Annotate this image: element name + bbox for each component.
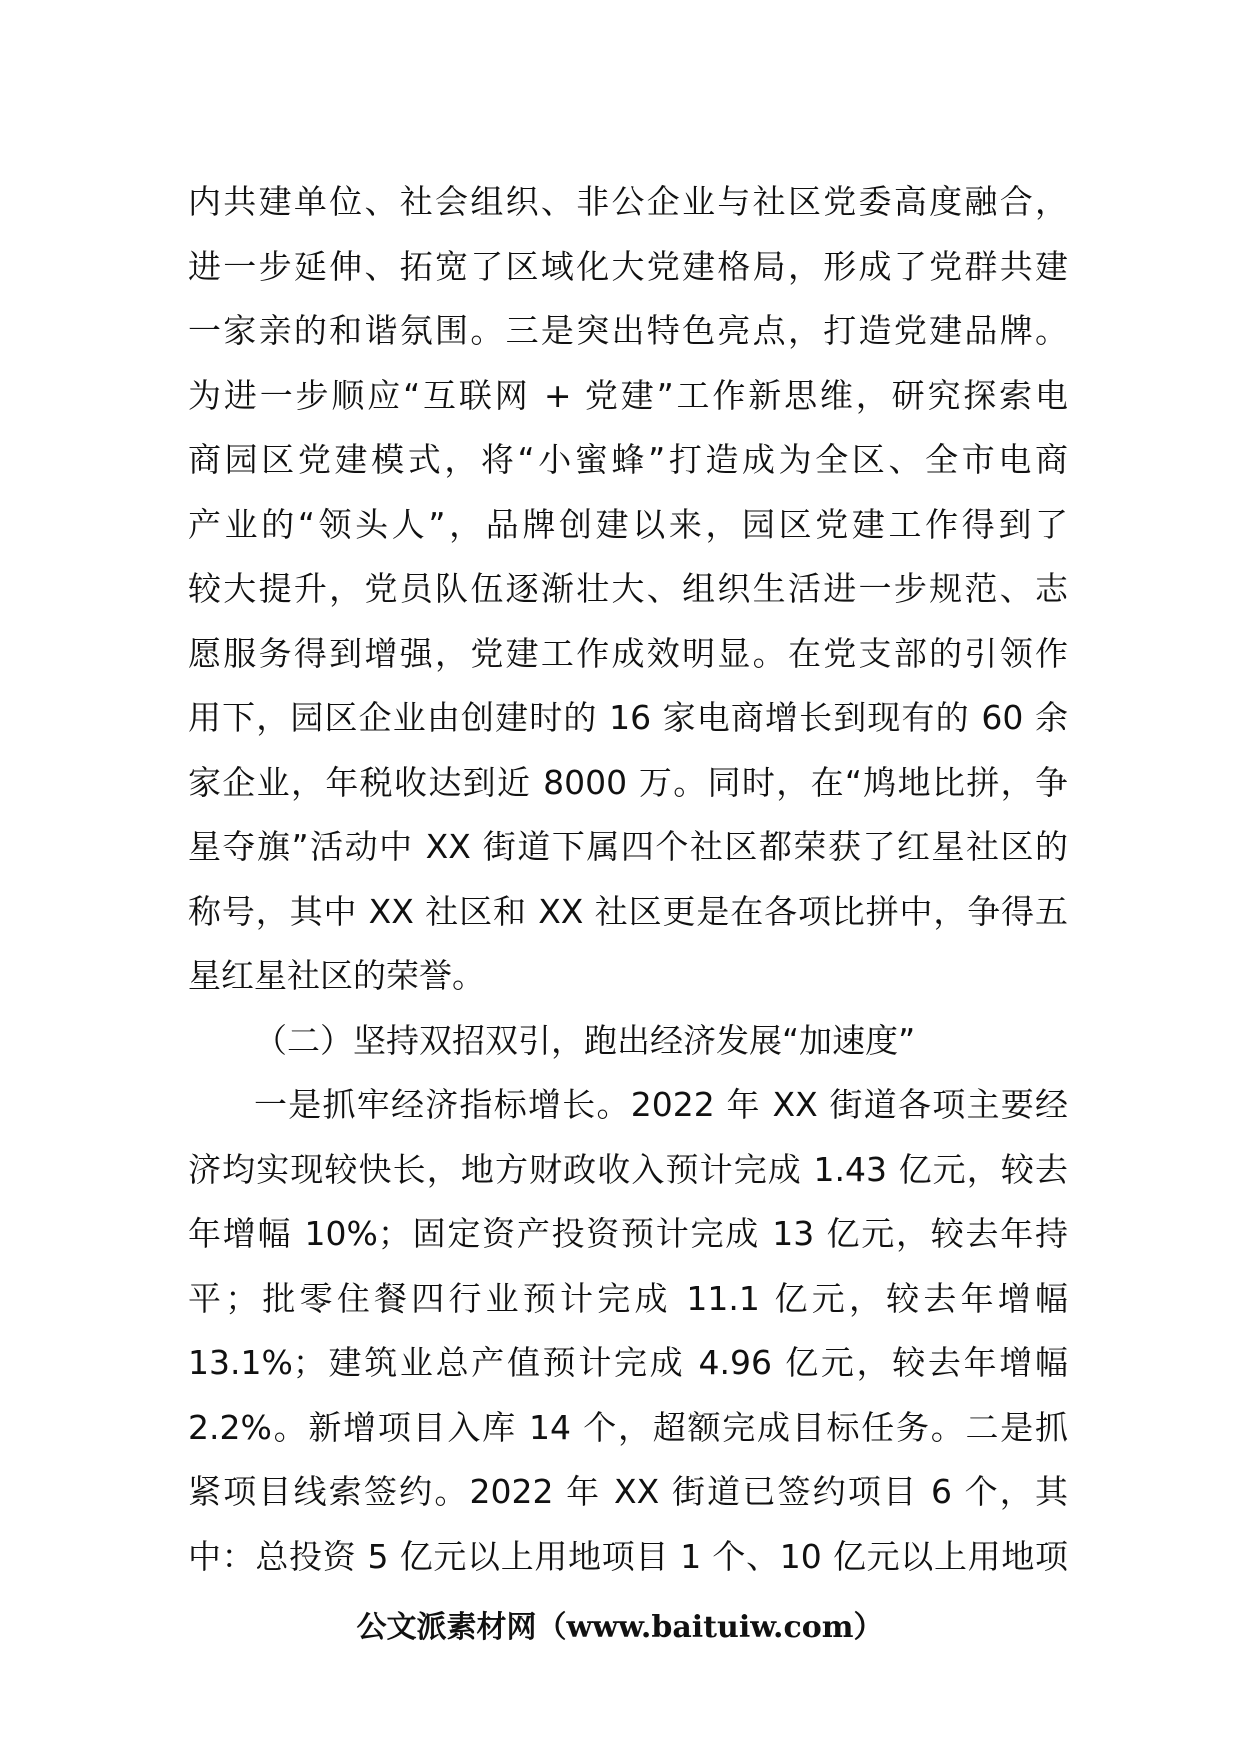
- text-line: 家企业，年税收达到近 8000 万。同时，在“鸠地比拼，争: [188, 762, 1068, 802]
- paragraph-heading: [188, 1009, 1068, 1074]
- text-line: 一家亲的和谐氛围。三是突出特色亮点，打造党建品牌。: [188, 311, 1068, 350]
- text-line: 平；批零住餐四行业预计完成 11.1 亿元，较去年增幅: [188, 1278, 1068, 1318]
- text-line: 愿服务得到增强，党建工作成效明显。在党支部的引领作: [188, 633, 1068, 673]
- text-line: 星夺旗”活动中 XX 街道下属四个社区都荣获了红星社区的: [188, 827, 1068, 866]
- text-line: 较大提升，党员队伍逐渐壮大、组织生活进一步规范、志: [188, 569, 1068, 608]
- paragraph-continuation: [188, 170, 1068, 1009]
- text-line: 年增幅 10%；固定资产投资预计完成 13 亿元，较去年持: [188, 1214, 1068, 1253]
- text-line: 用下，园区企业由创建时的 16 家电商增长到现有的 60 余: [188, 698, 1068, 737]
- text-line: 产业的“领头人”，品牌创建以来，园区党建工作得到了: [188, 504, 1068, 544]
- document-body: [188, 170, 1068, 1589]
- paragraph-indent: [188, 1073, 1068, 1589]
- text-line: 称号，其中 XX 社区和 XX 社区更是在各项比拼中，争得五: [188, 891, 1068, 931]
- text-line: （二）坚持双招双引，跑出经济发展“加速度”: [254, 1020, 916, 1060]
- footer-watermark: 公文派素材网（www.baituiw.com）: [356, 1610, 884, 1645]
- text-line: 商园区党建模式，将“小蜜蜂”打造成为全区、全市电商: [188, 440, 1068, 479]
- text-line: 星红星社区的荣誉。: [188, 956, 485, 995]
- text-line: 济均实现较快长，地方财政收入预计完成 1.43 亿元，较去: [188, 1149, 1068, 1189]
- text-line: 中：总投资 5 亿元以上用地项目 1 个、10 亿元以上用地项: [188, 1536, 1068, 1576]
- text-line: 紧项目线索签约。2022 年 XX 街道已签约项目 6 个，其: [188, 1472, 1068, 1511]
- text-line: 进一步延伸、拓宽了区域化大党建格局，形成了党群共建: [188, 246, 1068, 286]
- text-line: 内共建单位、社会组织、非公企业与社区党委高度融合，: [188, 182, 1068, 221]
- text-line: 2.2%。新增项目入库 14 个，超额完成目标任务。二是抓: [188, 1407, 1068, 1447]
- text-line: 一是抓牢经济指标增长。2022 年 XX 街道各项主要经: [254, 1085, 1068, 1124]
- text-line: 13.1%；建筑业总产值预计完成 4.96 亿元，较去年增幅: [188, 1343, 1068, 1382]
- text-line: 为进一步顺应“互联网 + 党建”工作新思维，研究探索电: [188, 375, 1068, 415]
